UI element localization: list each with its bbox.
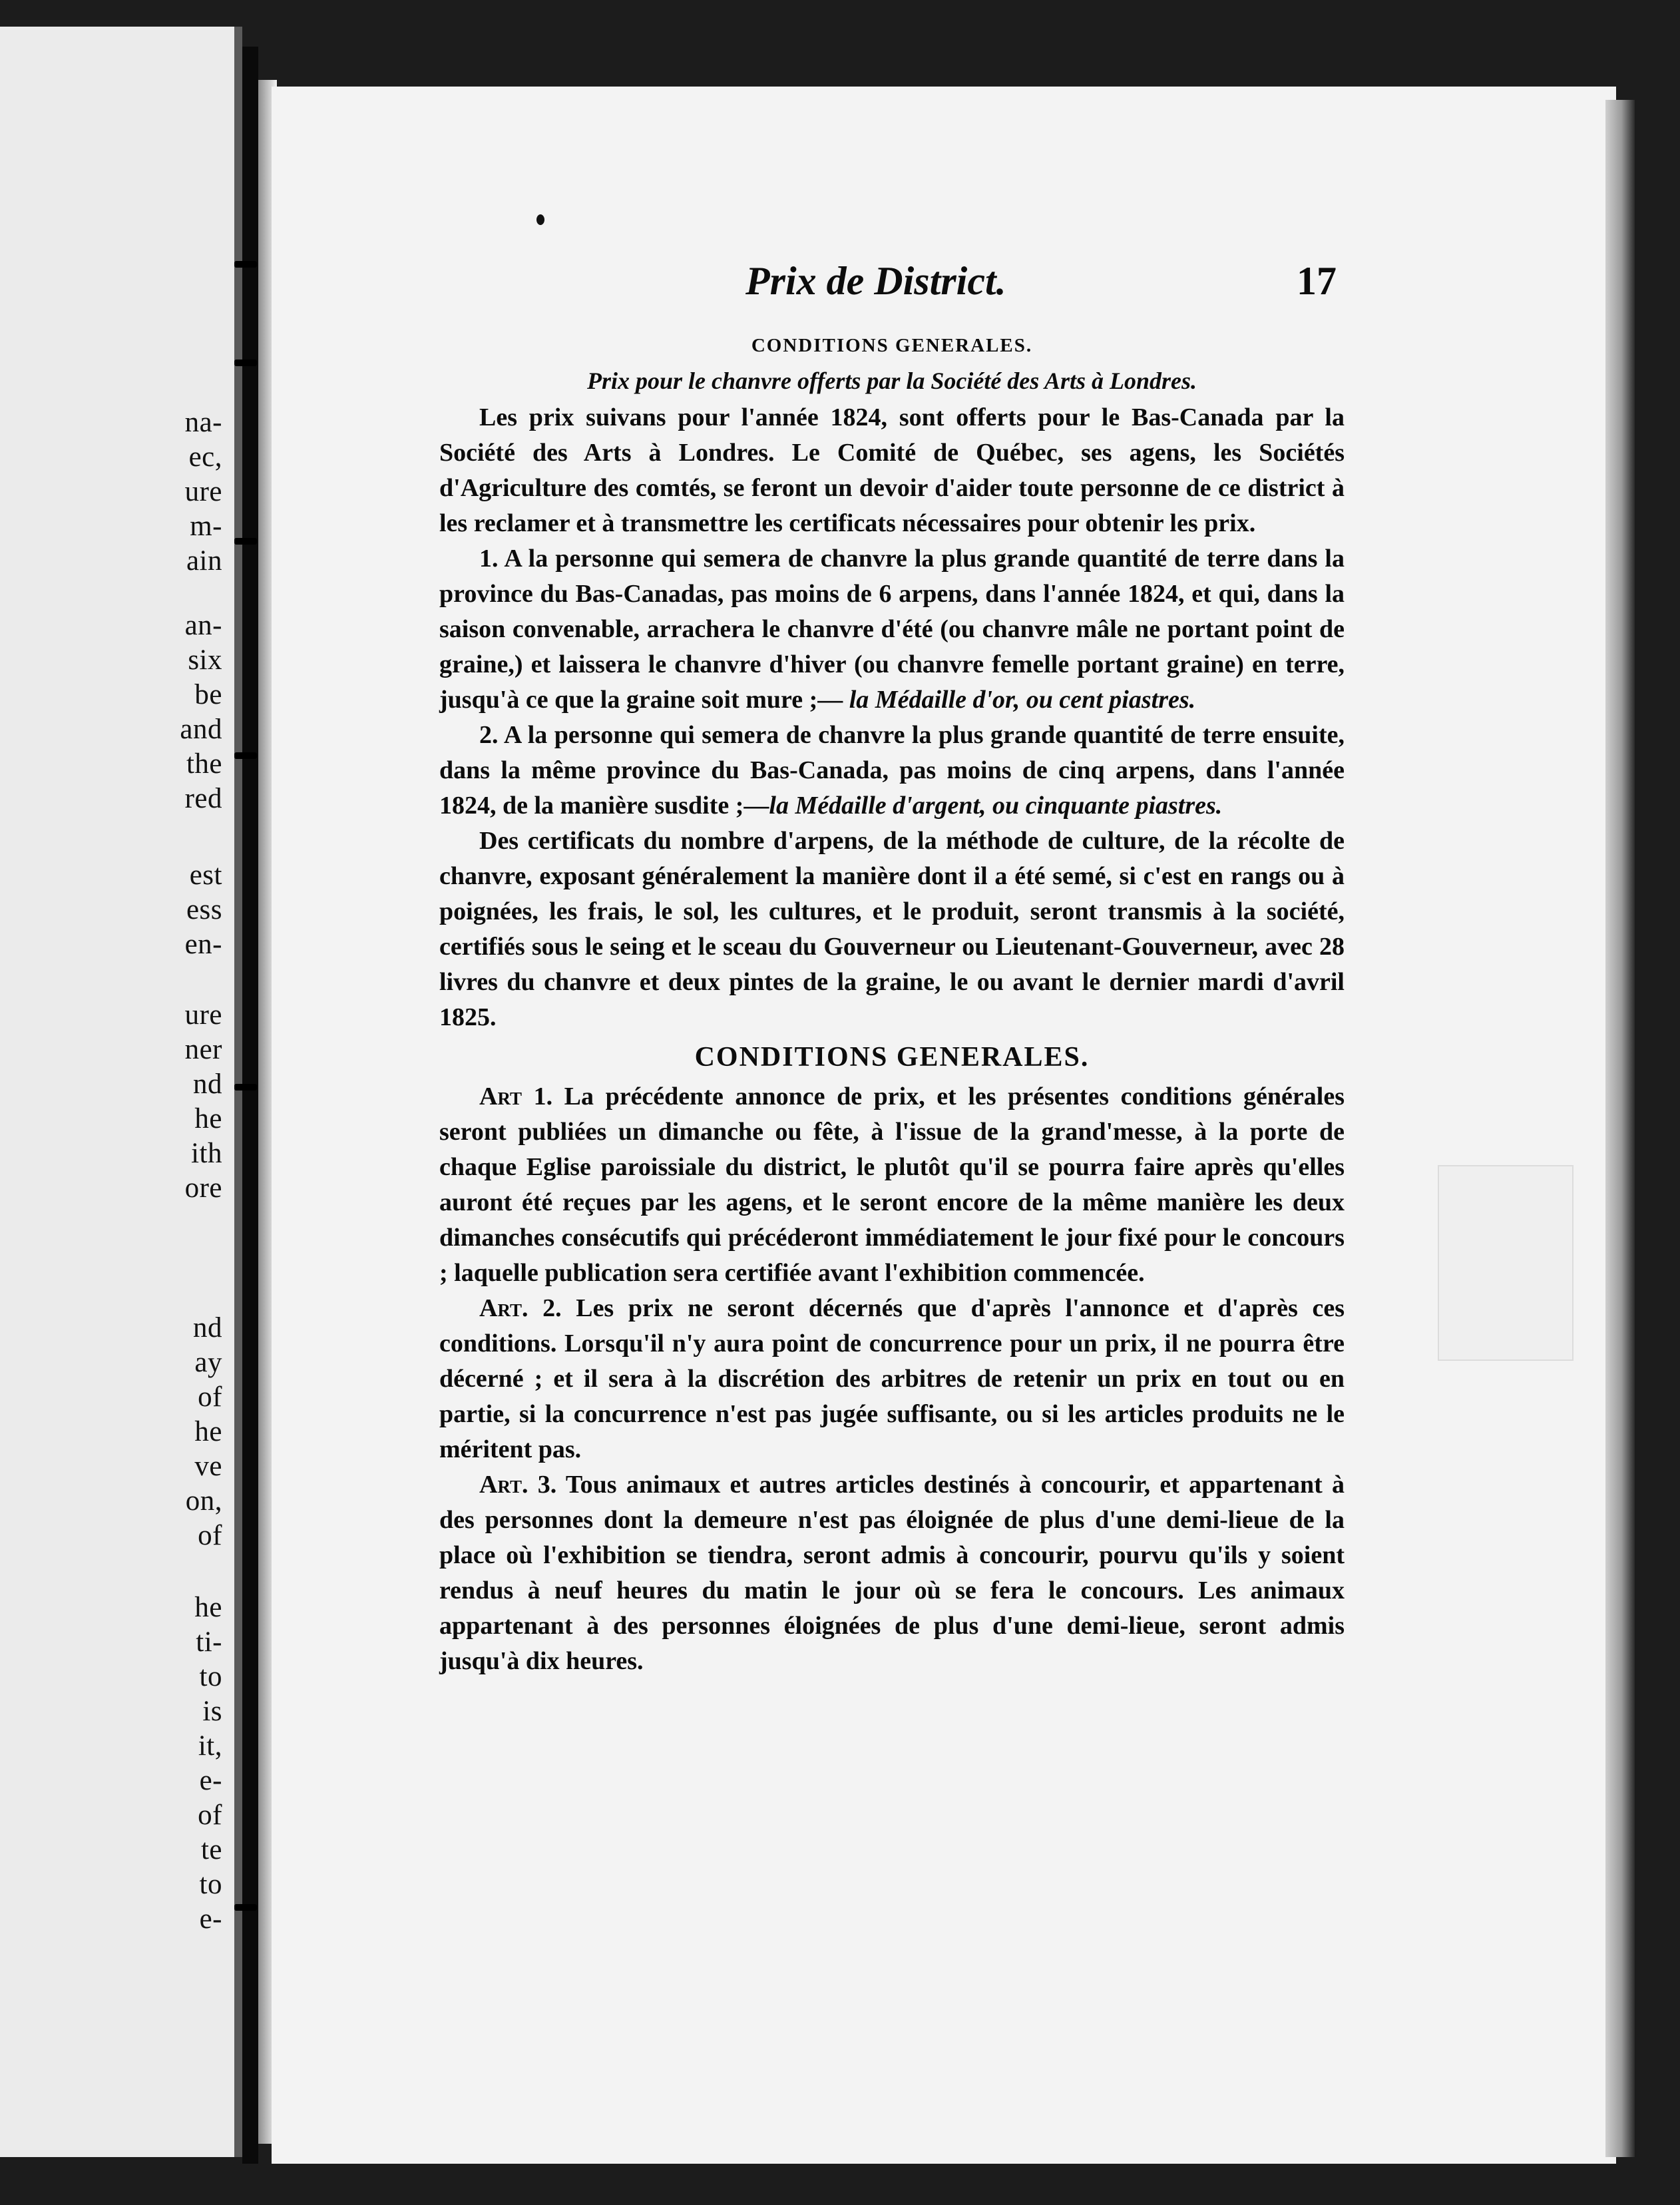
- left-page-line-fragment: on,: [185, 1485, 222, 1517]
- running-header: [399, 253, 1345, 313]
- left-page-line-fragment: he: [194, 1103, 222, 1134]
- running-title: Prix de District.: [745, 259, 1006, 303]
- prize-item-2-award: la Médaille d'argent, ou cinquante piastres.: [769, 792, 1223, 820]
- left-page-line-fragment: of: [198, 1520, 222, 1551]
- binding-stitch: [234, 538, 257, 545]
- left-page-line-fragment: an-: [184, 610, 222, 641]
- left-page-line-fragment: to: [199, 1869, 222, 1900]
- left-page-line-fragment: est: [189, 859, 222, 891]
- left-page-line-fragment: ore: [184, 1172, 222, 1204]
- left-page-line-fragment: and: [180, 714, 222, 745]
- left-page-line-fragment: ner: [184, 1034, 222, 1065]
- left-page-line-fragment: to: [199, 1661, 222, 1692]
- article-3: [439, 1467, 1345, 1679]
- binding-stitch: [234, 261, 257, 268]
- article-2-text: Les prix ne seront décernés que d'après l'annonce et d'après ces conditions. Lorsqu'il n'y aura point de concurrence pour un prix, il ne pourra être décerné ; et il sera à la discrétion des arbitres de retenir un prix en tout ou en partie, si la concurrence n'est pas jugée suffisante, ou si les articles produits ne le méritent pas.: [439, 1294, 1345, 1463]
- conditions-heading: CONDITIONS GENERALES.: [694, 1042, 1090, 1073]
- section-heading-small: CONDITIONS GENERALES.: [751, 335, 1033, 356]
- left-page-line-fragment: red: [184, 783, 222, 814]
- left-page-line-fragment: is: [202, 1696, 222, 1727]
- left-page-line-fragment: nd: [193, 1312, 222, 1344]
- left-page-line-fragment: nd: [193, 1069, 222, 1100]
- article-2-label: Art. 2.: [479, 1294, 562, 1322]
- left-page-line-fragment: te: [200, 1834, 222, 1865]
- left-page-line-fragment: be: [194, 679, 222, 710]
- left-page-line-fragment: ti-: [196, 1626, 222, 1658]
- article-1-text: La précédente annonce de prix, et les présentes conditions générales seront publiées un dimanche ou fête, à l'issue de la grand'messe, à la porte de chaque Eglise paroissiale du district, le plutôt qu'il se pourra faire après qu'elles auront été reçues par les agens, et le seront encore de la même manière les deux dimanches consécutifs qui précéderont immédiatement le jour fixé pour le concours ; laquelle publication sera certifiée avant l'exhibition commencée.: [439, 1083, 1345, 1287]
- binding-stitch: [234, 360, 257, 366]
- left-page-line-fragment: he: [194, 1416, 222, 1447]
- intro-paragraph: Les prix suivans pour l'année 1824, sont offerts pour le Bas-Canada par la Société des Arts à Londres. Le Comité de Québec, ses agens, les Sociétés d'Agriculture des comtés, se feront un devoir d'aider toute personne de ce district à les reclamer et à transmettre les certificats nécessaires pour obtenir les prix.: [439, 403, 1345, 537]
- left-page-line-fragment: ess: [186, 894, 222, 925]
- left-page-fragment: [0, 27, 242, 2157]
- binding-stitch: [234, 1904, 257, 1911]
- left-page-line-fragment: of: [198, 1800, 222, 1831]
- page-edge-shadow: [1605, 100, 1635, 2157]
- binding-stitch: [234, 752, 257, 759]
- left-page-line-fragment: it,: [198, 1730, 222, 1762]
- left-page-line-fragment: ain: [186, 545, 222, 577]
- certificates-paragraph: Des certificats du nombre d'arpens, de la méthode de culture, de la récolte de chanvre, exposant généralement la manière dont il a été semé, si c'est en rangs ou à poignées, les frais, le sol, les cultures, et le produit, seront transmis à la société, certifiés sous le seing et le sceau du Gouverneur ou Lieutenant-Gouverneur, avec 28 livres du chanvre et deux pintes de la graine, le ou avant le dernier mardi d'avril 1825.: [439, 827, 1345, 1031]
- article-3-label: Art. 3.: [479, 1471, 557, 1499]
- prize-item-1-award: la Médaille d'or, ou cent piastres.: [849, 686, 1196, 714]
- left-page-line-fragment: ay: [194, 1347, 222, 1378]
- page-body: [439, 330, 1345, 1679]
- prize-item-2-text: 2. A la personne qui semera de chanvre la plus grande quantité de terre ensuite, dans la même province du Bas-Canada, pas moins de cinq arpens, dans l'année 1824, de la manière susdite ;—: [439, 721, 1345, 820]
- prize-item-1-text: 1. A la personne qui semera de chanvre la plus grande quantité de terre dans la province du Bas-Canadas, pas moins de 6 arpens, dans l'année 1824, et qui, dans la saison convenable, arrachera le chanvre d'été (ou chanvre mâle ne portant point de graine,) et laissera le chanvre d'hiver (ou chanvre femelle portant graine) en terre, jusqu'à ce que la graine soit mure ;—: [439, 545, 1345, 714]
- article-1: [439, 1079, 1345, 1291]
- section-subtitle: Prix pour le chanvre offerts par la Société des Arts à Londres.: [587, 368, 1197, 394]
- left-page-line-fragment: ith: [191, 1138, 222, 1169]
- left-page-line-fragment: m-: [190, 511, 222, 542]
- left-page-line-fragment: e-: [199, 1765, 222, 1796]
- left-page-line-fragment: en-: [184, 929, 222, 960]
- left-page-line-fragment: ure: [184, 476, 222, 507]
- left-page-line-fragment: e-: [199, 1903, 222, 1935]
- left-page-line-fragment: ve: [194, 1451, 222, 1482]
- left-page-line-fragment: ure: [184, 999, 222, 1031]
- prize-item-2: [439, 718, 1345, 824]
- page-number: 17: [1297, 259, 1337, 303]
- article-2: [439, 1291, 1345, 1467]
- faint-bleed-through-block: [1438, 1165, 1574, 1361]
- ink-dot: [536, 214, 544, 225]
- left-page-line-fragment: the: [186, 748, 222, 780]
- left-page-line-fragment: of: [198, 1381, 222, 1413]
- left-page-line-fragment: na-: [184, 407, 222, 438]
- prize-item-1: [439, 541, 1345, 718]
- article-3-text: Tous animaux et autres articles destinés à concourir, et appartenant à des personnes dont la demeure n'est pas éloignée de plus d'une demi-lieue de la place où l'exhibition se tiendra, seront admis à concourir, pourvu qu'ils y soient rendus à neuf heures du matin le jour où se fera le concours. Les animaux appartenant à des personnes éloignées de plus d'une demi-lieue, seront admis jusqu'à dix heures.: [439, 1471, 1345, 1675]
- left-page-line-fragment: he: [194, 1592, 222, 1623]
- left-page-line-fragment: ec,: [188, 441, 222, 473]
- binding-stitch: [234, 1084, 257, 1091]
- left-page-line-fragment: six: [188, 644, 222, 676]
- article-1-label: Art 1.: [479, 1083, 553, 1110]
